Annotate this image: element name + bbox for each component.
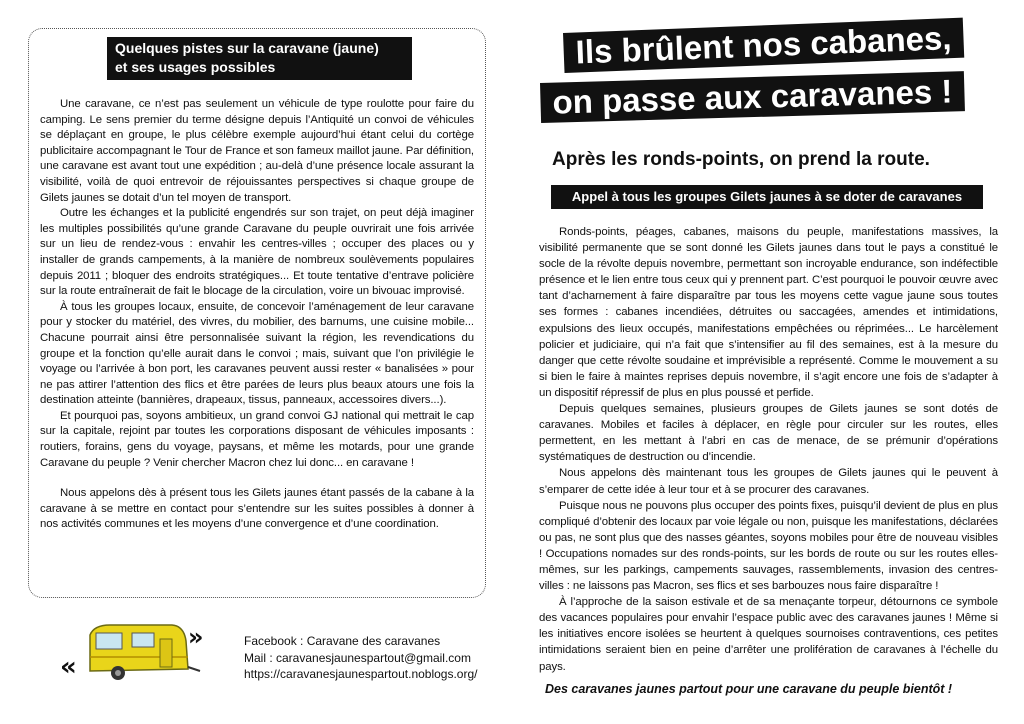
contact-mail[interactable]: Mail : caravanesjaunespartout@gmail.com [244, 650, 471, 665]
right-paragraph: Nous appelons dès maintenant tous les groupes de Gilets jaunes qui le peuvent à s’emparer de cette idée à leur tour et à se procurer des caravanes. [539, 467, 998, 496]
right-paragraph: Ronds-points, péages, cabanes, maisons du peuple, manifestations massives, la visibilité permanente que se sont donné les Gilets jaunes dans tout le pays a constitué le socle de la révolte depuis novembre, permettant son incroyable endurance, son indéfectible présence et le lien entre tous ceux qui y prennent part. C’est pourquoi le pouvoir œuvre avec tant d’acharnement à faire disparaître par tous les moyens cette vague jaune sous toutes ses formes : cabanes incendiées, détruites ou saccagées, amendes et intimidations, expulsions des lieux occupés, manifestations empêchées ou réprimées... Le harcèlement policier et judiciaire, qui n’a fait que s’intensifier au fil des semaines, est à la mesure du danger que cette révolte soudaine et imprévisible a représenté. Comme le mouvement a su si bien le faire à maintes reprises depuis novembre, il s’agit encore une fois de s’adapter à un dispositif répressif de plus en plus poussé et perfide. [539, 226, 998, 399]
left-paragraph: Et pourquoi pas, soyons ambitieux, un grand convoi GJ national qui mettrait le cap sur la capitale, rejoint par toutes les corporations disposant de véhicules imposants : routiers, forains, gens du voyage, paysans, et même les motards, pour une grande Caravane du peuple ? Venir chercher Macron chez lui donc... en caravane ! [40, 409, 474, 469]
left-paragraph: Outre les échanges et la publicité engendrés sur son trajet, on peut déjà imaginer les multiples possibilités qu’une grande Caravane du peuple ouvrirait une fois arrivée sur un lieu de rendez-vous : envahir les centres-villes ; occuper des places ou y installer de grands campements, à la manière de nombreux soulèvements populaires depuis 2011 ; bloquer des endroits stratégiques... Et toute tentative d’entrave policière sur la route entraînerait de fait le blocage de la circulation, voire un bivouac improvisé. [40, 207, 474, 298]
right-paragraph: À l’approche de la saison estivale et de sa menaçante torpeur, détournons ce symbole des vacances populaires pour envahir l’espace public avec des caravanes jaunes ! Même si les initiatives encore isolées se heurtent à quelques sournoises contraventions, ces petites intimidations seraient bien en peine d’arrêter une prolifération de caravanes à l’échelle du pays. [539, 596, 998, 673]
quote-open: « [60, 652, 77, 682]
right-paragraph: Depuis quelques semaines, plusieurs groupes de Gilets jaunes se sont dotés de caravanes. Mobiles et faciles à déplacer, en règle pour circuler sur les routes, elles permettent, en les mettant à l’abri en cas de menace, de se prémunir d’opérations systématiques de destruction ou d’incendie. [539, 403, 998, 464]
subheadline: Après les ronds-points, on prend la route. [552, 149, 930, 170]
headline-line2: on passe aux caravanes ! [540, 71, 965, 123]
left-paragraph: Une caravane, ce n’est pas seulement un véhicule de type roulotte pour faire du camping. Le sens premier du terme désigne depuis l’Antiquité un convoi de véhicules se déplaçant en groupe, le plus célèbre exemple aujourd’hui étant celui du cortège publicitaire accompagnant le Tour de France et son fameux maillot jaune. Par définition, une caravane est avant tout une expédition ; au-delà d’une présence locale assurant la visibilité, voilà de quoi entrevoir de réjouissantes perspectives si chaque groupe de Gilets jaunes se dotait d’un tel moyen de transport. [40, 98, 474, 204]
left-paragraph: À tous les groupes locaux, ensuite, de concevoir l’aménagement de leur caravane pour y stocker du matériel, des vivres, du mobilier, des barnums, une cuisine mobile... Chacune pourrait ainsi être personnalisée suivant la région, les revendications du groupe et la fonction qu’elle aurait dans le convoi ; mais, suivant que l’on privilégie le voyage ou l’arrivée à bon port, les caravanes peuvent aussi rester « banalisées » pour ne pas attirer l’attention des flics et être parées de leurs plus beaux atours une fois la destination atteinte (bannières, drapeaux, tissus, panneaux, accessoires divers...). [40, 300, 474, 407]
contact-url[interactable]: https://caravanesjaunespartout.noblogs.org/ [244, 667, 478, 681]
caravan-illustration [60, 617, 210, 689]
yellow-caravan-icon [90, 625, 200, 680]
left-paragraph: Nous appelons dès à présent tous les Gilets jaunes étant passés de la cabane à la caravane à se mettre en contact pour s’entendre sur les suites possibles à donner à nos activités communes et les moyens d’une convergence et d’une coordination. [40, 487, 474, 531]
contact-block [244, 633, 477, 683]
right-paragraph: Puisque nous ne pouvons plus occuper des points fixes, puisqu’il devient de plus en plus compliqué d’obtenir des locaux par voie légale ou non, puisque les manifestations, déclarées ou pas, ne sont plus que des nasses géantes, soyons mobiles pour être de nouveau visibles ! Occupations nomades sur des ronds-points, sur les bords de route ou sur les routes elles-mêmes, sur les parkings, campements sauvages, rassemblements, invasion des centres-villes : ne laissons pas Macron, ses flics et ses barbouzes nous faire disparaître ! [539, 499, 998, 593]
quote-close: » [188, 623, 204, 651]
left-article [40, 97, 474, 533]
right-article [539, 224, 998, 675]
left-title-line1: Quelques pistes sur la caravane (jaune) [115, 40, 379, 56]
closing-slogan: Des caravanes jaunes partout pour une caravane du peuple bientôt ! [545, 682, 953, 696]
appeal-banner: Appel à tous les groupes Gilets jaunes à se doter de caravanes [551, 185, 983, 209]
contact-facebook: Facebook : Caravane des caravanes [244, 634, 441, 648]
headline-line1: Ils brûlent nos cabanes, [563, 18, 964, 73]
left-title [107, 37, 412, 80]
left-title-line2: et ses usages possibles [115, 59, 276, 75]
